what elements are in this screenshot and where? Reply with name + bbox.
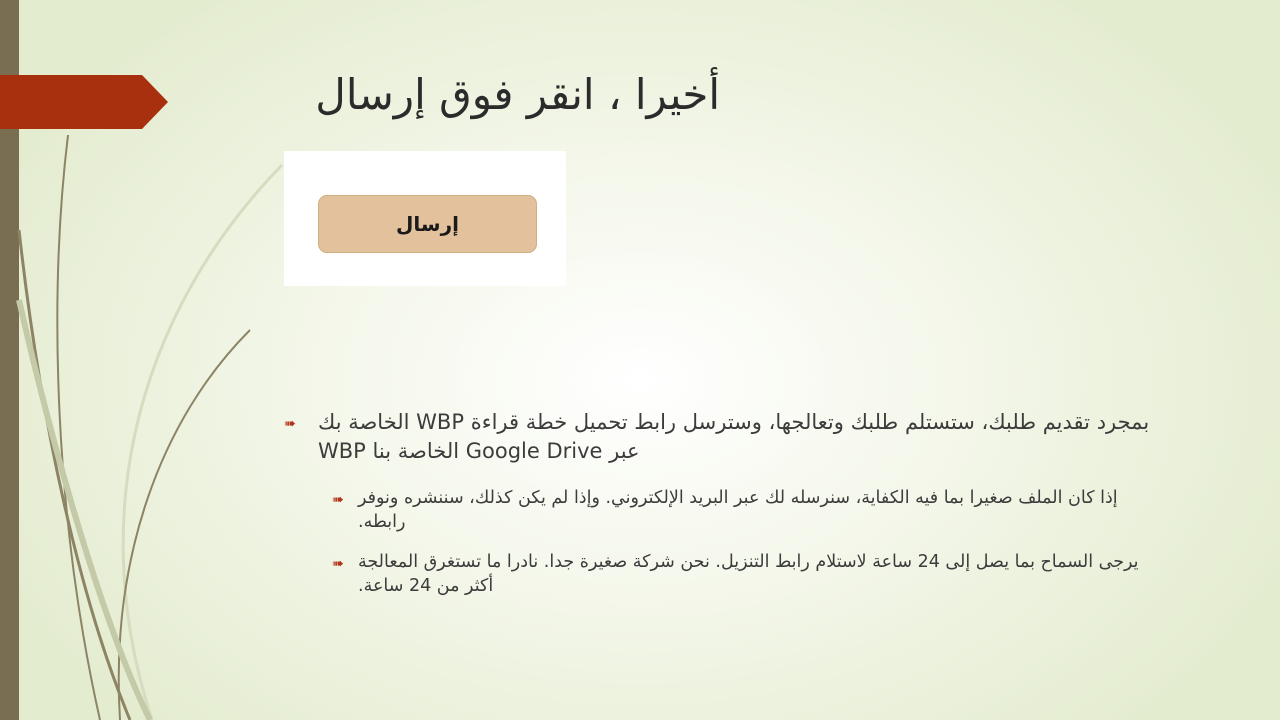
submit-button[interactable]: إرسال: [318, 195, 537, 253]
bullet-list: [280, 408, 1160, 614]
title-arrow-banner: [0, 75, 168, 129]
button-image-frame: [284, 151, 566, 286]
right-arrow-bullet-icon: ➠: [332, 556, 344, 572]
bullet-text: إذا كان الملف صغيرا بما فيه الكفاية، سنرسله لك عبر البريد الإلكتروني. وإذا لم يكن كذلك، سننشره ونوفر رابطه.: [358, 488, 1118, 532]
list-item: [328, 550, 1160, 598]
slide-title: أخيرا ، انقر فوق إرسال: [315, 70, 720, 119]
bullet-text: يرجى السماح بما يصل إلى 24 ساعة لاستلام رابط التنزيل. نحن شركة صغيرة جدا. نادرا ما تستغرق المعالجة أكثر من 24 ساعة.: [358, 552, 1139, 596]
right-arrow-bullet-icon: ➠: [284, 416, 296, 432]
list-item: [280, 408, 1160, 466]
right-arrow-bullet-icon: ➠: [332, 492, 344, 508]
list-item: [328, 486, 1160, 534]
bullet-text: بمجرد تقديم طلبك، ستستلم طلبك وتعالجها، وسترسل رابط تحميل خطة قراءة WBP الخاصة بك عبر Google Drive الخاصة بنا WBP: [318, 410, 1150, 463]
